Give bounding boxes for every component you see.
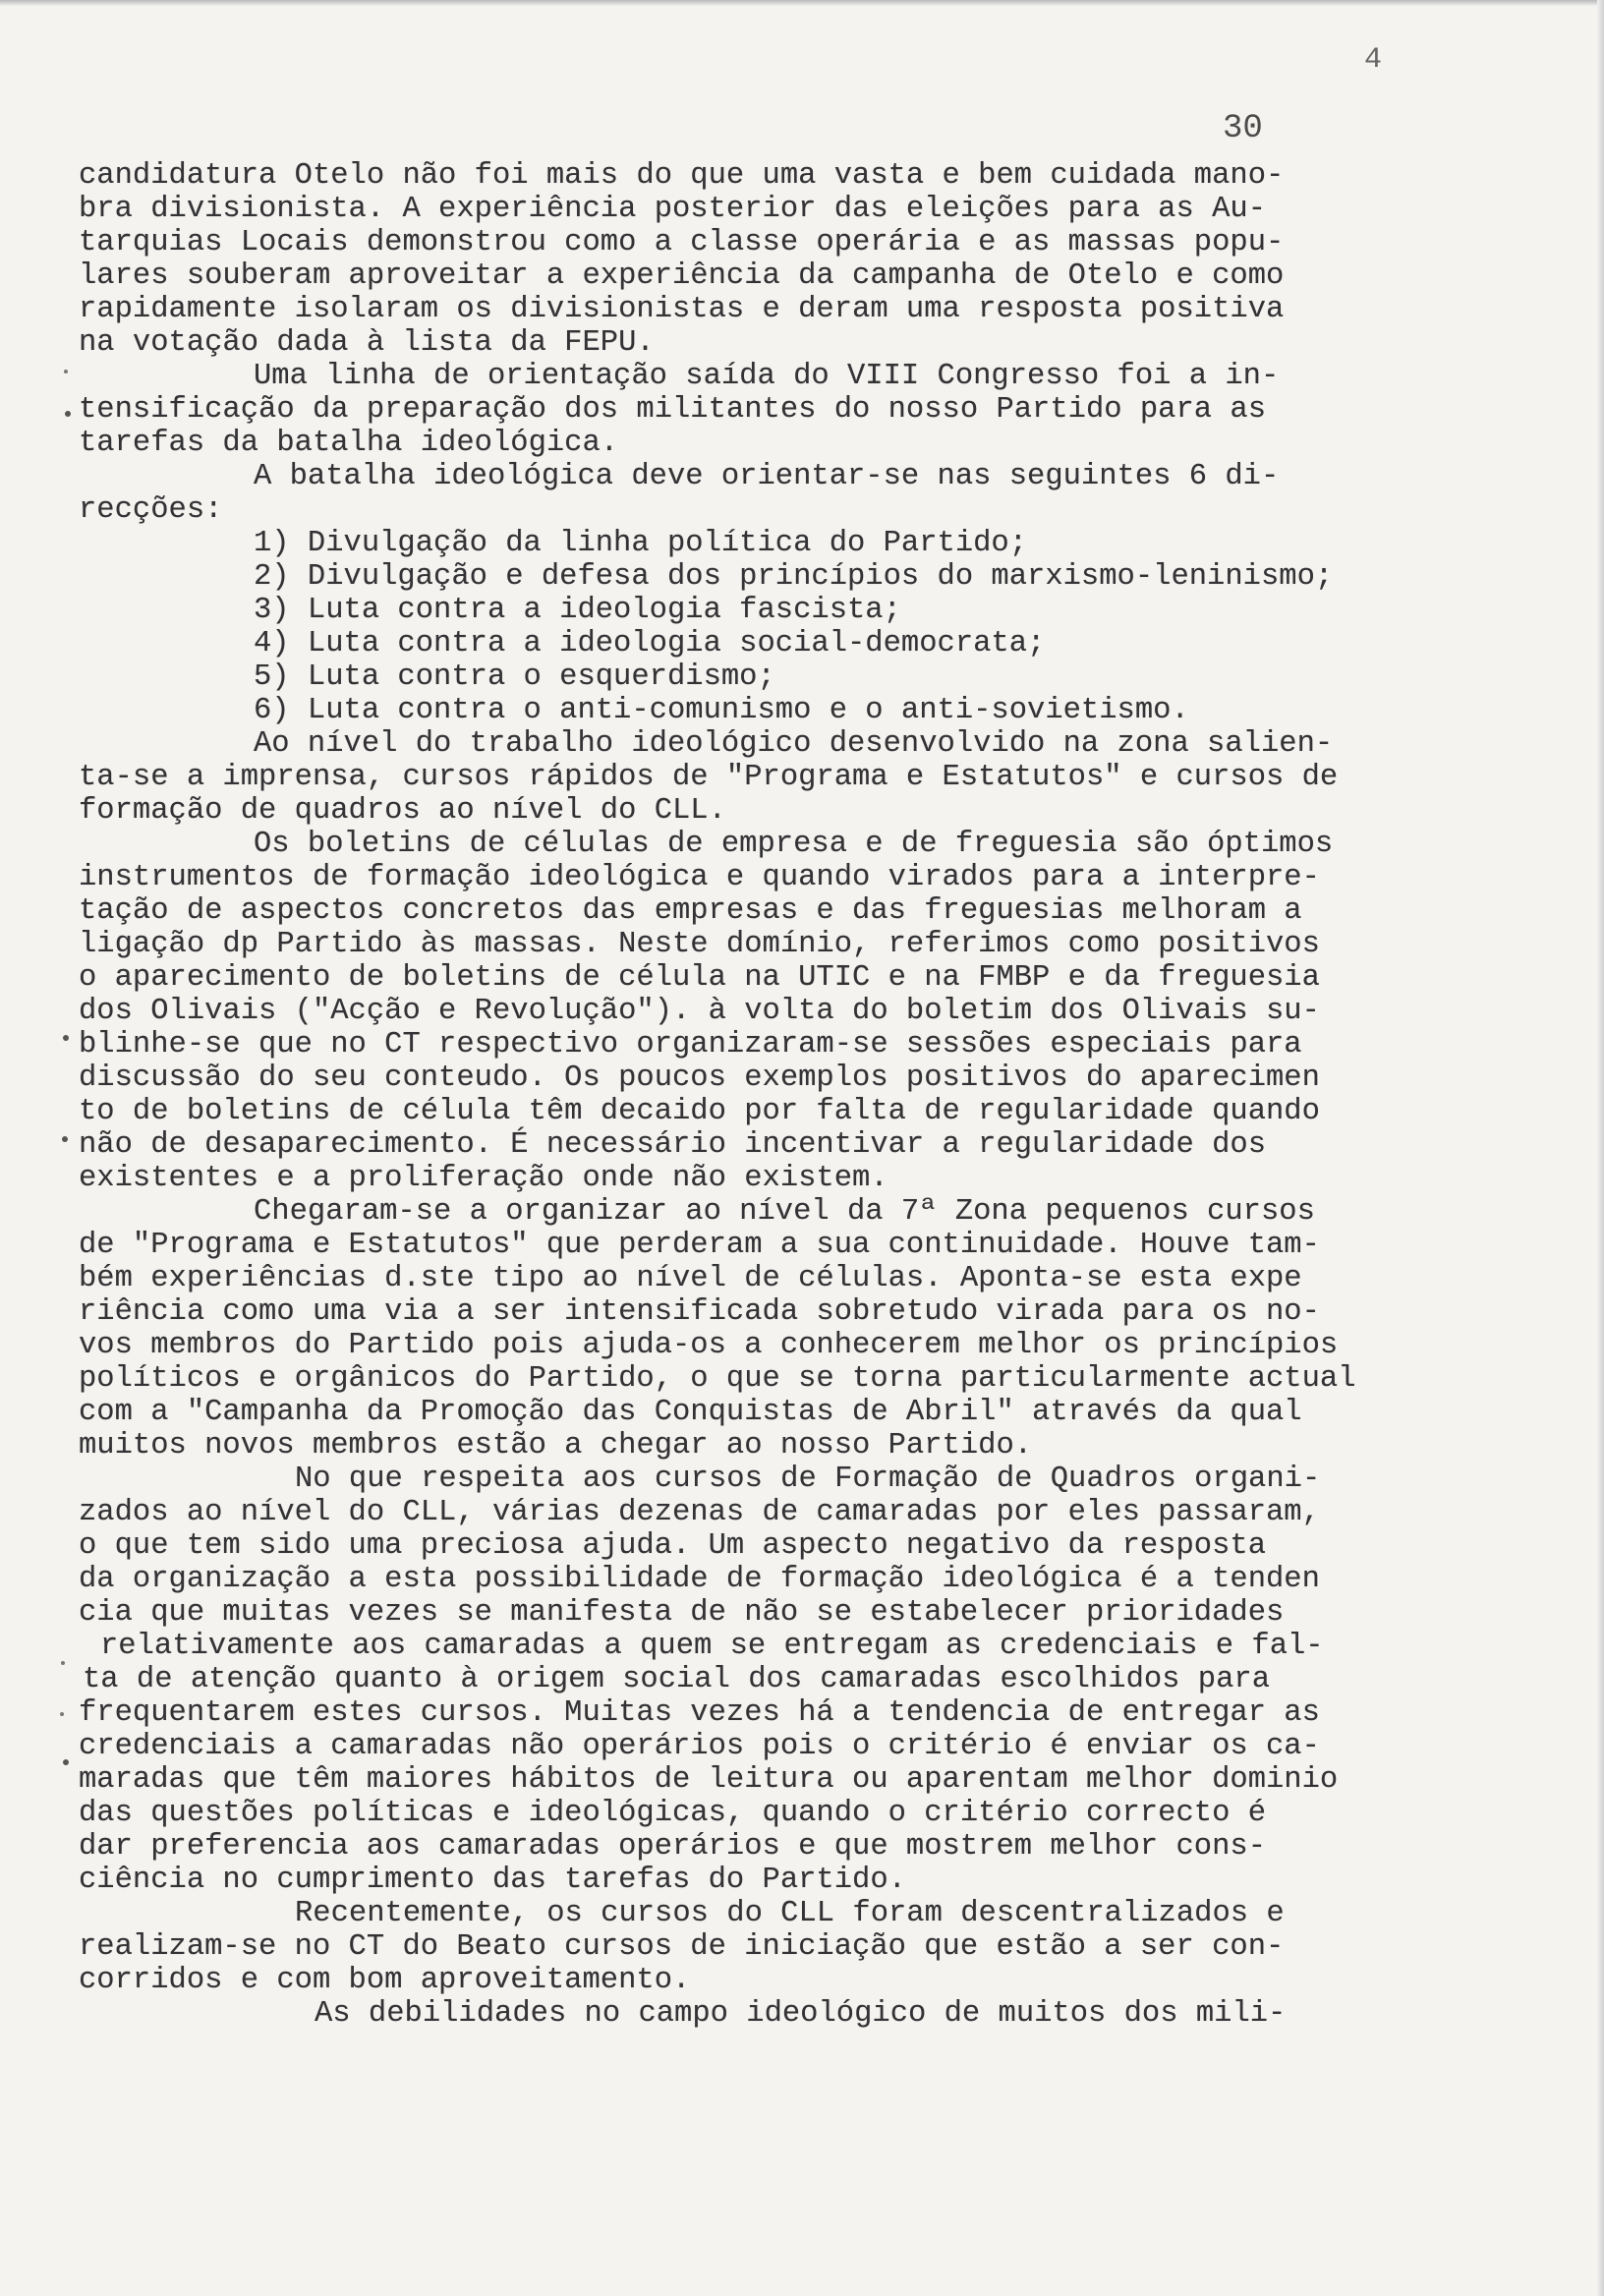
text-line: Ao nível do trabalho ideológico desenvolvido na zona salien- bbox=[254, 727, 1334, 761]
text-line: riência como uma via a ser intensificada sobretudo virada para os no- bbox=[79, 1295, 1320, 1329]
text-line: tarquias Locais demonstrou como a classe operária e as massas popu- bbox=[79, 226, 1285, 259]
margin-mark bbox=[62, 1136, 68, 1142]
text-line: instrumentos de formação ideológica e quando virados para a interpre- bbox=[79, 861, 1320, 894]
corner-mark: 4 bbox=[1364, 43, 1383, 77]
text-line: discussão do seu conteudo. Os poucos exemplos positivos do aparecimen bbox=[79, 1062, 1320, 1095]
text-line: frequentarem estes cursos. Muitas vezes há a tendencia de entregar as bbox=[79, 1696, 1320, 1730]
text-line: lares souberam aproveitar a experiência da campanha de Otelo e como bbox=[79, 259, 1285, 293]
margin-mark bbox=[61, 1661, 65, 1665]
text-line: vos membros do Partido pois ajuda-os a conhecerem melhor os princípios bbox=[79, 1329, 1339, 1362]
text-line: credenciais a camaradas não operários pois o critério é enviar os ca- bbox=[79, 1730, 1320, 1763]
page-number: 30 bbox=[1223, 110, 1263, 147]
margin-mark bbox=[63, 1035, 69, 1041]
text-line: ciência no cumprimento das tarefas do Partido. bbox=[79, 1864, 906, 1897]
text-line: rapidamente isolaram os divisionistas e deram uma resposta positiva bbox=[79, 293, 1285, 326]
text-line: As debilidades no campo ideológico de muitos dos mili- bbox=[315, 1997, 1287, 2031]
text-line: maradas que têm maiores hábitos de leitura ou aparentam melhor dominio bbox=[79, 1763, 1339, 1797]
text-line: 4) Luta contra a ideologia social-democrata; bbox=[254, 627, 1046, 660]
text-line: Uma linha de orientação saída do VIII Congresso foi a in- bbox=[254, 360, 1280, 393]
text-line: da organização a esta possibilidade de formação ideológica é a tenden bbox=[79, 1563, 1320, 1596]
text-line: bra divisionista. A experiência posterior das eleições para as Au- bbox=[79, 193, 1266, 226]
text-line: ta de atenção quanto à origem social dos camaradas escolhidos para bbox=[83, 1663, 1270, 1696]
text-line: relativamente aos camaradas a quem se entregam as credenciais e fal- bbox=[100, 1630, 1324, 1663]
text-line: ligação dp Partido às massas. Neste domínio, referimos como positivos bbox=[79, 928, 1320, 961]
text-line: cia que muitas vezes se manifesta de não se estabelecer prioridades bbox=[79, 1596, 1285, 1630]
text-line: 6) Luta contra o anti-comunismo e o anti-sovietismo. bbox=[254, 694, 1189, 727]
text-line: zados ao nível do CLL, várias dezenas de camaradas por eles passaram, bbox=[79, 1496, 1320, 1529]
text-line: No que respeita aos cursos de Formação de Quadros organi- bbox=[295, 1463, 1321, 1496]
text-line: das questões políticas e ideológicas, quando o critério correcto é bbox=[79, 1797, 1266, 1830]
margin-mark bbox=[65, 411, 71, 417]
text-line: to de boletins de célula têm decaido por falta de regularidade quando bbox=[79, 1095, 1320, 1128]
text-line: não de desaparecimento. É necessário incentivar a regularidade dos bbox=[79, 1128, 1266, 1162]
text-line: recções: bbox=[79, 493, 223, 527]
text-line: Os boletins de células de empresa e de freguesia são óptimos bbox=[254, 828, 1334, 861]
text-line: corridos e com bom aproveitamento. bbox=[79, 1964, 691, 1997]
text-line: tarefas da batalha ideológica. bbox=[79, 427, 619, 460]
scan-top-edge bbox=[0, 0, 1604, 6]
margin-mark bbox=[64, 370, 68, 373]
margin-mark bbox=[60, 1712, 64, 1716]
margin-mark bbox=[63, 1759, 69, 1765]
text-line: na votação dada à lista da FEPU. bbox=[79, 326, 655, 360]
text-line: dar preferencia aos camaradas operários e que mostrem melhor cons- bbox=[79, 1830, 1266, 1864]
text-line: formação de quadros ao nível do CLL. bbox=[79, 794, 726, 828]
text-line: ta-se a imprensa, cursos rápidos de "Programa e Estatutos" e cursos de bbox=[79, 761, 1339, 794]
text-line: 1) Divulgação da linha política do Partido; bbox=[254, 527, 1028, 560]
text-line: políticos e orgânicos do Partido, o que se torna particularmente actual bbox=[79, 1362, 1356, 1396]
text-line: Recentemente, os cursos do CLL foram descentralizados e bbox=[295, 1897, 1285, 1930]
text-line: realizam-se no CT do Beato cursos de iniciação que estão a ser con- bbox=[79, 1930, 1285, 1964]
text-line: tação de aspectos concretos das empresas e das freguesias melhoram a bbox=[79, 894, 1302, 928]
text-line: dos Olivais ("Acção e Revolução"). à volta do boletim dos Olivais su- bbox=[79, 995, 1320, 1028]
text-line: existentes e a proliferação onde não existem. bbox=[79, 1162, 888, 1195]
text-line: Chegaram-se a organizar ao nível da 7ª Zona pequenos cursos bbox=[254, 1195, 1315, 1229]
text-line: de "Programa e Estatutos" que perderam a sua continuidade. Houve tam- bbox=[79, 1229, 1320, 1262]
text-line: com a "Campanha da Promoção das Conquistas de Abril" através da qual bbox=[79, 1396, 1302, 1429]
text-line: o que tem sido uma preciosa ajuda. Um aspecto negativo da resposta bbox=[79, 1529, 1266, 1563]
text-line: muitos novos membros estão a chegar ao nosso Partido. bbox=[79, 1429, 1033, 1463]
text-line: blinhe-se que no CT respectivo organizaram-se sessões especiais para bbox=[79, 1028, 1302, 1062]
text-line: 3) Luta contra a ideologia fascista; bbox=[254, 594, 901, 627]
text-line: tensificação da preparação dos militantes do nosso Partido para as bbox=[79, 393, 1266, 427]
text-line: 2) Divulgação e defesa dos princípios do marxismo-leninismo; bbox=[254, 560, 1334, 594]
text-line: bém experiências d.ste tipo ao nível de células. Aponta-se esta expe bbox=[79, 1262, 1302, 1295]
text-line: 5) Luta contra o esquerdismo; bbox=[254, 660, 775, 694]
text-line: o aparecimento de boletins de célula na UTIC e na FMBP e da freguesia bbox=[79, 961, 1320, 995]
scan-right-edge bbox=[1597, 0, 1604, 2296]
text-line: candidatura Otelo não foi mais do que uma vasta e bem cuidada mano- bbox=[79, 159, 1285, 193]
text-line: A batalha ideológica deve orientar-se nas seguintes 6 di- bbox=[254, 460, 1280, 493]
